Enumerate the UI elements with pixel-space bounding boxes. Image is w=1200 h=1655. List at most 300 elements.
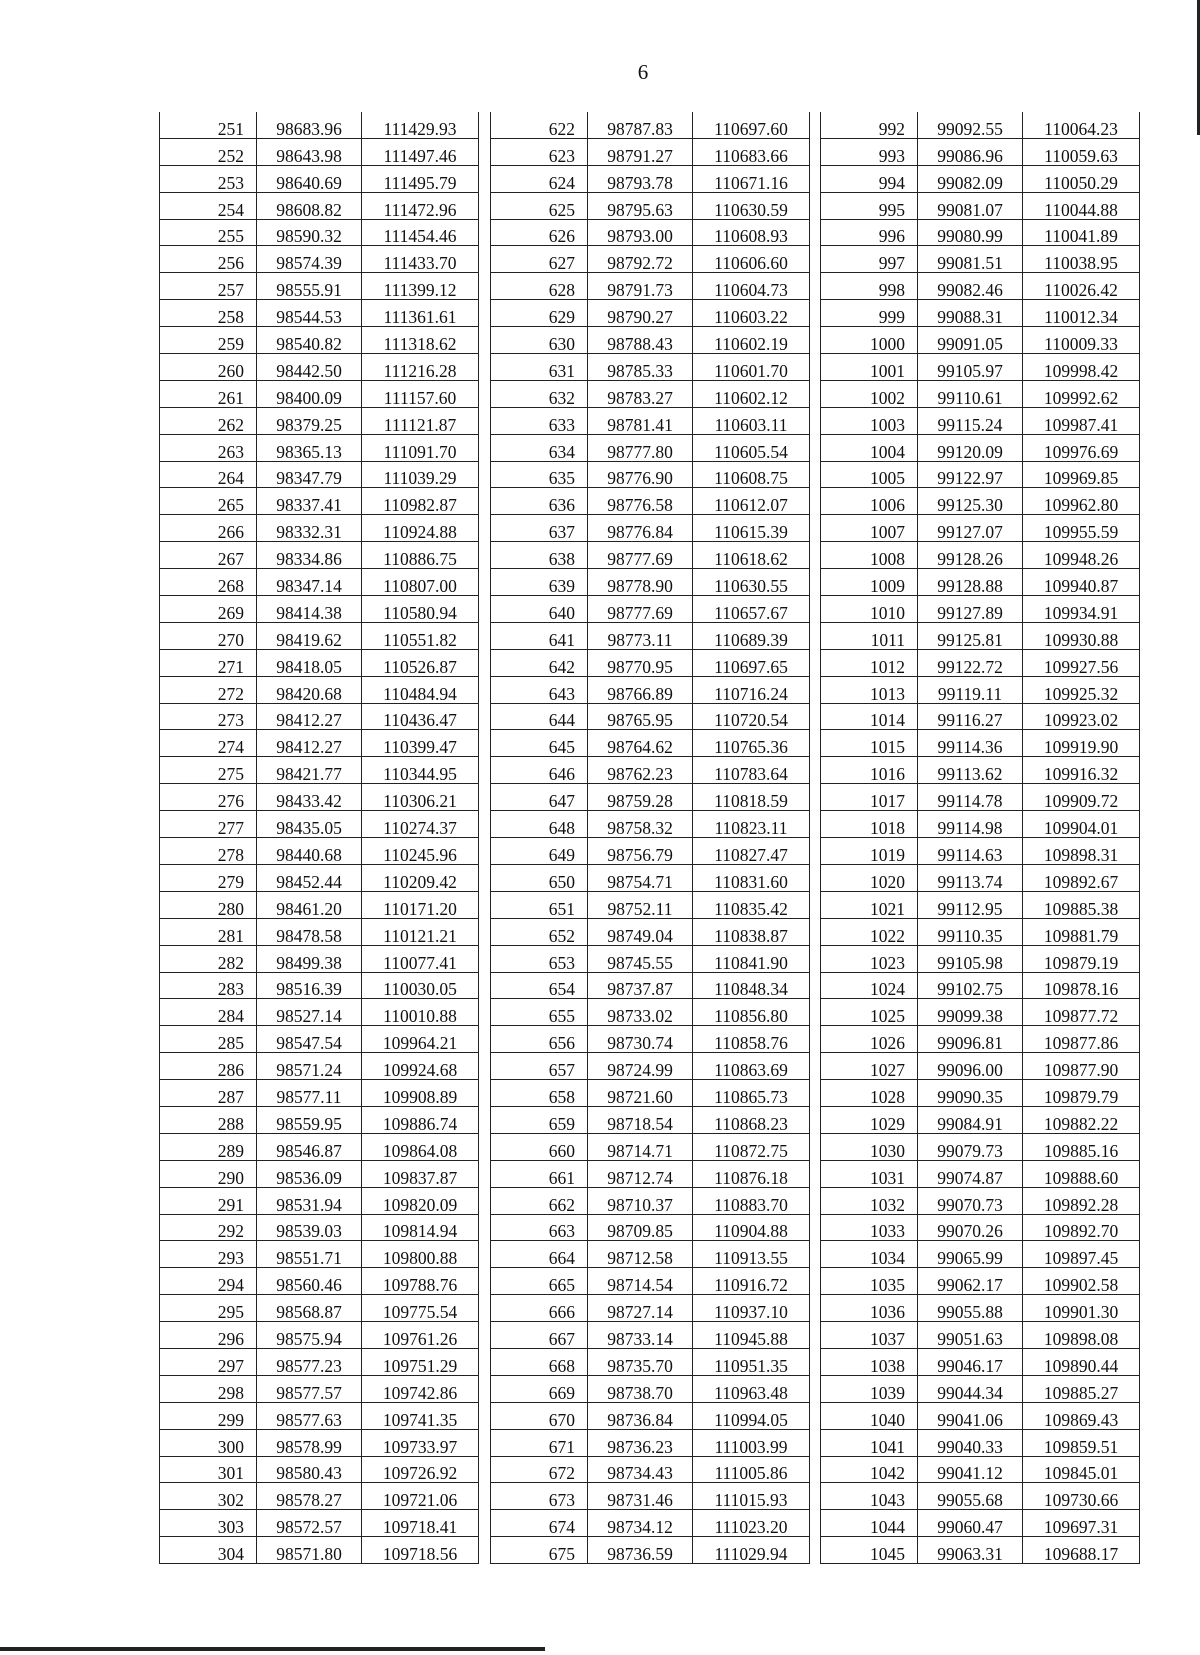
point-number-cell: 292 — [160, 1214, 257, 1241]
x-coordinate-cell: 98730.74 — [588, 1026, 693, 1053]
y-coordinate-cell: 109837.87 — [362, 1160, 479, 1187]
table-row — [821, 1268, 1140, 1295]
y-coordinate-cell: 109733.97 — [362, 1429, 479, 1456]
table-row — [160, 327, 479, 354]
table-row — [160, 784, 479, 811]
x-coordinate-cell: 98478.58 — [257, 918, 362, 945]
table-row — [821, 515, 1140, 542]
x-coordinate-cell: 98577.63 — [257, 1402, 362, 1429]
y-coordinate-cell: 110924.88 — [362, 515, 479, 542]
x-coordinate-cell: 98736.59 — [588, 1537, 693, 1564]
x-coordinate-cell: 99060.47 — [918, 1510, 1023, 1537]
x-coordinate-cell: 98412.27 — [257, 703, 362, 730]
x-coordinate-cell: 98575.94 — [257, 1322, 362, 1349]
point-number-cell: 285 — [160, 1026, 257, 1053]
table-row — [491, 1375, 810, 1402]
table-row — [160, 354, 479, 381]
x-coordinate-cell: 99082.46 — [918, 273, 1023, 300]
table-row — [491, 569, 810, 596]
point-number-cell: 1023 — [821, 945, 918, 972]
x-coordinate-cell: 98577.57 — [257, 1375, 362, 1402]
point-number-cell: 646 — [491, 757, 588, 784]
y-coordinate-cell: 109925.32 — [1023, 676, 1140, 703]
point-number-cell: 288 — [160, 1106, 257, 1133]
table-row — [821, 192, 1140, 219]
point-number-cell: 271 — [160, 649, 257, 676]
x-coordinate-cell: 98590.32 — [257, 219, 362, 246]
x-coordinate-cell: 98787.83 — [588, 112, 693, 138]
y-coordinate-cell: 110863.69 — [693, 1053, 810, 1080]
x-coordinate-cell: 98547.54 — [257, 1026, 362, 1053]
point-number-cell: 645 — [491, 730, 588, 757]
y-coordinate-cell: 109919.90 — [1023, 730, 1140, 757]
y-coordinate-cell: 110608.93 — [693, 219, 810, 246]
table-row — [491, 1187, 810, 1214]
point-number-cell: 1044 — [821, 1510, 918, 1537]
point-number-cell: 302 — [160, 1483, 257, 1510]
x-coordinate-cell: 98773.11 — [588, 622, 693, 649]
point-number-cell: 276 — [160, 784, 257, 811]
x-coordinate-cell: 98776.58 — [588, 488, 693, 515]
point-number-cell: 1002 — [821, 380, 918, 407]
point-number-cell: 266 — [160, 515, 257, 542]
x-coordinate-cell: 99127.89 — [918, 596, 1023, 623]
x-coordinate-cell: 98749.04 — [588, 918, 693, 945]
point-number-cell: 642 — [491, 649, 588, 676]
table-row — [491, 784, 810, 811]
x-coordinate-cell: 98568.87 — [257, 1295, 362, 1322]
table-row — [491, 838, 810, 865]
y-coordinate-cell: 109879.19 — [1023, 945, 1140, 972]
point-number-cell: 262 — [160, 407, 257, 434]
table-row — [160, 434, 479, 461]
point-number-cell: 264 — [160, 461, 257, 488]
x-coordinate-cell: 99055.88 — [918, 1295, 1023, 1322]
coordinate-table-2 — [490, 112, 810, 1564]
x-coordinate-cell: 99105.98 — [918, 945, 1023, 972]
x-coordinate-cell: 99105.97 — [918, 354, 1023, 381]
point-number-cell: 252 — [160, 138, 257, 165]
y-coordinate-cell: 110872.75 — [693, 1133, 810, 1160]
table-row — [160, 488, 479, 515]
x-coordinate-cell: 98791.73 — [588, 273, 693, 300]
y-coordinate-cell: 109892.70 — [1023, 1214, 1140, 1241]
point-number-cell: 1024 — [821, 972, 918, 999]
table-row — [491, 407, 810, 434]
point-number-cell: 1003 — [821, 407, 918, 434]
x-coordinate-cell: 98737.87 — [588, 972, 693, 999]
point-number-cell: 291 — [160, 1187, 257, 1214]
x-coordinate-cell: 99079.73 — [918, 1133, 1023, 1160]
y-coordinate-cell: 109940.87 — [1023, 569, 1140, 596]
y-coordinate-cell: 111216.28 — [362, 354, 479, 381]
table-row — [821, 354, 1140, 381]
y-coordinate-cell: 110041.89 — [1023, 219, 1140, 246]
point-number-cell: 655 — [491, 999, 588, 1026]
y-coordinate-cell: 110951.35 — [693, 1348, 810, 1375]
table-row — [160, 703, 479, 730]
point-number-cell: 662 — [491, 1187, 588, 1214]
x-coordinate-cell: 98770.95 — [588, 649, 693, 676]
y-coordinate-cell: 110818.59 — [693, 784, 810, 811]
y-coordinate-cell: 110848.34 — [693, 972, 810, 999]
y-coordinate-cell: 111454.46 — [362, 219, 479, 246]
point-number-cell: 675 — [491, 1537, 588, 1564]
x-coordinate-cell: 99055.68 — [918, 1483, 1023, 1510]
y-coordinate-cell: 109761.26 — [362, 1322, 479, 1349]
point-number-cell: 296 — [160, 1322, 257, 1349]
x-coordinate-cell: 98724.99 — [588, 1053, 693, 1080]
table-row — [160, 1241, 479, 1268]
table-row — [160, 112, 479, 138]
x-coordinate-cell: 98414.38 — [257, 596, 362, 623]
table-row — [821, 488, 1140, 515]
x-coordinate-cell: 99062.17 — [918, 1268, 1023, 1295]
point-number-cell: 664 — [491, 1241, 588, 1268]
y-coordinate-cell: 109726.92 — [362, 1456, 479, 1483]
table-row — [491, 1106, 810, 1133]
y-coordinate-cell: 110615.39 — [693, 515, 810, 542]
y-coordinate-cell: 110606.60 — [693, 246, 810, 273]
y-coordinate-cell: 109864.08 — [362, 1133, 479, 1160]
point-number-cell: 653 — [491, 945, 588, 972]
point-number-cell: 251 — [217, 118, 244, 139]
table-row — [160, 138, 479, 165]
x-coordinate-cell: 98762.23 — [588, 757, 693, 784]
y-coordinate-cell: 109881.79 — [1023, 918, 1140, 945]
point-number-cell: 265 — [160, 488, 257, 515]
y-coordinate-cell: 110059.63 — [1023, 138, 1140, 165]
table-row — [821, 891, 1140, 918]
y-coordinate-cell: 109898.08 — [1023, 1322, 1140, 1349]
x-coordinate-cell: 98785.33 — [588, 354, 693, 381]
x-coordinate-cell: 98721.60 — [588, 1080, 693, 1107]
table-row — [491, 1241, 810, 1268]
x-coordinate-cell: 99114.98 — [918, 811, 1023, 838]
point-number-cell: 1032 — [821, 1187, 918, 1214]
y-coordinate-cell: 111399.12 — [362, 273, 479, 300]
y-coordinate-cell: 110827.47 — [693, 838, 810, 865]
table-row — [160, 891, 479, 918]
table-row — [491, 1348, 810, 1375]
table-row — [491, 327, 810, 354]
y-coordinate-cell: 110484.94 — [362, 676, 479, 703]
table-row — [821, 1187, 1140, 1214]
y-coordinate-cell: 109962.80 — [1023, 488, 1140, 515]
y-coordinate-cell: 110994.05 — [693, 1402, 810, 1429]
y-coordinate-cell: 110783.64 — [693, 757, 810, 784]
x-coordinate-cell: 99125.81 — [918, 622, 1023, 649]
y-coordinate-cell: 110697.60 — [693, 112, 810, 138]
point-number-cell: 261 — [160, 380, 257, 407]
x-coordinate-cell: 98544.53 — [257, 300, 362, 327]
table-row — [491, 1510, 810, 1537]
y-coordinate-cell: 110601.70 — [693, 354, 810, 381]
table-row — [491, 300, 810, 327]
x-coordinate-cell: 99091.05 — [918, 327, 1023, 354]
point-number-cell: 1029 — [821, 1106, 918, 1133]
x-coordinate-cell: 98643.98 — [257, 138, 362, 165]
y-coordinate-cell: 109800.88 — [362, 1241, 479, 1268]
x-coordinate-cell: 98758.32 — [588, 811, 693, 838]
point-number-cell: 654 — [491, 972, 588, 999]
table-row — [821, 138, 1140, 165]
y-coordinate-cell: 111039.29 — [362, 461, 479, 488]
x-coordinate-cell: 98778.90 — [588, 569, 693, 596]
point-number-cell: 637 — [491, 515, 588, 542]
x-coordinate-cell: 99096.81 — [918, 1026, 1023, 1053]
point-number-cell: 652 — [491, 918, 588, 945]
point-number-cell: 295 — [160, 1295, 257, 1322]
point-number-cell: 282 — [160, 945, 257, 972]
y-coordinate-cell: 110012.34 — [1023, 300, 1140, 327]
y-coordinate-cell: 110683.66 — [693, 138, 810, 165]
x-coordinate-cell: 98683.96 — [257, 112, 362, 138]
point-number-cell: 300 — [160, 1429, 257, 1456]
point-number-cell: 267 — [160, 542, 257, 569]
point-number-cell: 1045 — [821, 1537, 918, 1564]
table-row — [491, 1295, 810, 1322]
table-row — [821, 1402, 1140, 1429]
table-row — [160, 1537, 479, 1564]
x-coordinate-cell: 98640.69 — [257, 165, 362, 192]
point-number-cell: 260 — [160, 354, 257, 381]
y-coordinate-cell: 110436.47 — [362, 703, 479, 730]
table-row — [491, 864, 810, 891]
y-coordinate-cell: 110982.87 — [362, 488, 479, 515]
point-number-cell: 639 — [491, 569, 588, 596]
y-coordinate-cell: 110009.33 — [1023, 327, 1140, 354]
table-row — [491, 112, 810, 138]
table-row — [821, 649, 1140, 676]
table-row — [160, 1026, 479, 1053]
y-coordinate-cell: 110945.88 — [693, 1322, 810, 1349]
point-number-cell: 995 — [821, 192, 918, 219]
x-coordinate-cell: 98608.82 — [257, 192, 362, 219]
y-coordinate-cell: 110823.11 — [693, 811, 810, 838]
y-coordinate-cell: 109976.69 — [1023, 434, 1140, 461]
x-coordinate-cell: 98555.91 — [257, 273, 362, 300]
y-coordinate-cell: 110602.19 — [693, 327, 810, 354]
x-coordinate-cell: 98714.71 — [588, 1133, 693, 1160]
y-coordinate-cell: 109878.16 — [1023, 972, 1140, 999]
point-number-cell: 257 — [160, 273, 257, 300]
point-number-cell: 263 — [160, 434, 257, 461]
point-number-cell: 1011 — [821, 622, 918, 649]
table-row — [491, 972, 810, 999]
point-number-cell: 1026 — [821, 1026, 918, 1053]
point-number-cell: 635 — [491, 461, 588, 488]
table-row — [821, 811, 1140, 838]
y-coordinate-cell: 109964.21 — [362, 1026, 479, 1053]
point-number-cell: 1020 — [821, 864, 918, 891]
table-row — [160, 273, 479, 300]
table-row — [491, 1214, 810, 1241]
table-row — [160, 300, 479, 327]
table-row — [821, 596, 1140, 623]
x-coordinate-cell: 98420.68 — [257, 676, 362, 703]
x-coordinate-cell: 98781.41 — [588, 407, 693, 434]
point-number-cell: 673 — [491, 1483, 588, 1510]
table-row — [491, 380, 810, 407]
y-coordinate-cell: 109877.72 — [1023, 999, 1140, 1026]
point-number-cell: 284 — [160, 999, 257, 1026]
x-coordinate-cell: 98337.41 — [257, 488, 362, 515]
point-number-cell: 1031 — [821, 1160, 918, 1187]
y-coordinate-cell: 111495.79 — [362, 165, 479, 192]
y-coordinate-cell: 110841.90 — [693, 945, 810, 972]
point-number-cell: 274 — [160, 730, 257, 757]
point-number-cell: 1033 — [821, 1214, 918, 1241]
x-coordinate-cell: 98516.39 — [257, 972, 362, 999]
y-coordinate-cell: 111157.60 — [362, 380, 479, 407]
x-coordinate-cell: 99113.62 — [918, 757, 1023, 784]
y-coordinate-cell: 110245.96 — [362, 838, 479, 865]
table-row — [821, 569, 1140, 596]
y-coordinate-cell: 110618.62 — [693, 542, 810, 569]
y-coordinate-cell: 109892.67 — [1023, 864, 1140, 891]
point-number-cell: 657 — [491, 1053, 588, 1080]
y-coordinate-cell: 109741.35 — [362, 1402, 479, 1429]
y-coordinate-cell: 109742.86 — [362, 1375, 479, 1402]
x-coordinate-cell: 99122.97 — [918, 461, 1023, 488]
y-coordinate-cell: 110835.42 — [693, 891, 810, 918]
table-row — [160, 1402, 479, 1429]
point-number-cell: 660 — [491, 1133, 588, 1160]
table-row — [491, 192, 810, 219]
x-coordinate-cell: 98419.62 — [257, 622, 362, 649]
y-coordinate-cell: 110720.54 — [693, 703, 810, 730]
y-coordinate-cell: 110963.48 — [693, 1375, 810, 1402]
point-number-cell: 668 — [491, 1348, 588, 1375]
x-coordinate-cell: 98334.86 — [257, 542, 362, 569]
x-coordinate-cell: 98735.70 — [588, 1348, 693, 1375]
x-coordinate-cell: 98531.94 — [257, 1187, 362, 1214]
x-coordinate-cell: 99115.24 — [918, 407, 1023, 434]
point-number-cell: 992 — [878, 118, 905, 139]
y-coordinate-cell: 110604.73 — [693, 273, 810, 300]
point-number-cell: 659 — [491, 1106, 588, 1133]
table-row — [491, 918, 810, 945]
y-coordinate-cell: 109992.62 — [1023, 380, 1140, 407]
table-row — [491, 1322, 810, 1349]
x-coordinate-cell: 99090.35 — [918, 1080, 1023, 1107]
table-row — [491, 811, 810, 838]
y-coordinate-cell: 110831.60 — [693, 864, 810, 891]
table-row — [821, 972, 1140, 999]
y-coordinate-cell: 109775.54 — [362, 1295, 479, 1322]
x-coordinate-cell: 98731.46 — [588, 1483, 693, 1510]
point-number-cell: 1037 — [821, 1322, 918, 1349]
point-number-cell: 281 — [160, 918, 257, 945]
y-coordinate-cell: 110010.88 — [362, 999, 479, 1026]
point-number-cell: 638 — [491, 542, 588, 569]
y-coordinate-cell: 109888.60 — [1023, 1160, 1140, 1187]
table-row — [160, 864, 479, 891]
x-coordinate-cell: 98559.95 — [257, 1106, 362, 1133]
x-coordinate-cell: 98793.78 — [588, 165, 693, 192]
point-number-cell: 293 — [160, 1241, 257, 1268]
point-number-cell: 1004 — [821, 434, 918, 461]
table-row — [821, 1295, 1140, 1322]
y-coordinate-cell: 110064.23 — [1023, 112, 1140, 138]
y-coordinate-cell: 109814.94 — [362, 1214, 479, 1241]
point-number-cell: 640 — [491, 596, 588, 623]
x-coordinate-cell: 98795.63 — [588, 192, 693, 219]
point-number-cell: 278 — [160, 838, 257, 865]
x-coordinate-cell: 99051.63 — [918, 1322, 1023, 1349]
x-coordinate-cell: 98442.50 — [257, 354, 362, 381]
x-coordinate-cell: 99074.87 — [918, 1160, 1023, 1187]
x-coordinate-cell: 98365.13 — [257, 434, 362, 461]
point-number-cell: 996 — [821, 219, 918, 246]
x-coordinate-cell: 99112.95 — [918, 891, 1023, 918]
point-number-cell: 626 — [491, 219, 588, 246]
point-number-cell: 303 — [160, 1510, 257, 1537]
x-coordinate-cell: 98736.84 — [588, 1402, 693, 1429]
y-coordinate-cell: 111003.99 — [693, 1429, 810, 1456]
point-number-cell: 269 — [160, 596, 257, 623]
point-number-cell: 632 — [491, 380, 588, 407]
table-row — [160, 999, 479, 1026]
coordinate-table-1 — [159, 112, 479, 1564]
table-row — [821, 1483, 1140, 1510]
table-row — [491, 1133, 810, 1160]
y-coordinate-cell: 109948.26 — [1023, 542, 1140, 569]
table-row — [821, 434, 1140, 461]
point-number-cell: 272 — [160, 676, 257, 703]
y-coordinate-cell: 110913.55 — [693, 1241, 810, 1268]
x-coordinate-cell: 98577.11 — [257, 1080, 362, 1107]
y-coordinate-cell: 110883.70 — [693, 1187, 810, 1214]
y-coordinate-cell: 110916.72 — [693, 1268, 810, 1295]
table-row — [160, 1483, 479, 1510]
x-coordinate-cell: 98551.71 — [257, 1241, 362, 1268]
table-row — [821, 246, 1140, 273]
table-row — [491, 138, 810, 165]
y-coordinate-cell: 111433.70 — [362, 246, 479, 273]
y-coordinate-cell: 109885.16 — [1023, 1133, 1140, 1160]
x-coordinate-cell: 98546.87 — [257, 1133, 362, 1160]
table-row — [160, 1268, 479, 1295]
table-row — [821, 1214, 1140, 1241]
y-coordinate-cell: 110274.37 — [362, 811, 479, 838]
table-row — [160, 918, 479, 945]
x-coordinate-cell: 98379.25 — [257, 407, 362, 434]
y-coordinate-cell: 109882.22 — [1023, 1106, 1140, 1133]
table-row — [491, 1483, 810, 1510]
x-coordinate-cell: 99081.07 — [918, 192, 1023, 219]
table-row — [160, 380, 479, 407]
point-number-cell: 273 — [160, 703, 257, 730]
point-number-cell: 1000 — [821, 327, 918, 354]
x-coordinate-cell: 98733.14 — [588, 1322, 693, 1349]
x-coordinate-cell: 98347.79 — [257, 461, 362, 488]
point-number-cell: 667 — [491, 1322, 588, 1349]
x-coordinate-cell: 98433.42 — [257, 784, 362, 811]
table-row — [821, 1456, 1140, 1483]
table-row — [821, 461, 1140, 488]
y-coordinate-cell: 109859.51 — [1023, 1429, 1140, 1456]
y-coordinate-cell: 111472.96 — [362, 192, 479, 219]
table-row — [160, 219, 479, 246]
point-number-cell: 623 — [491, 138, 588, 165]
point-number-cell: 258 — [160, 300, 257, 327]
x-coordinate-cell: 98539.03 — [257, 1214, 362, 1241]
table-row — [160, 1348, 479, 1375]
x-coordinate-cell: 98792.72 — [588, 246, 693, 273]
point-number-cell: 669 — [491, 1375, 588, 1402]
